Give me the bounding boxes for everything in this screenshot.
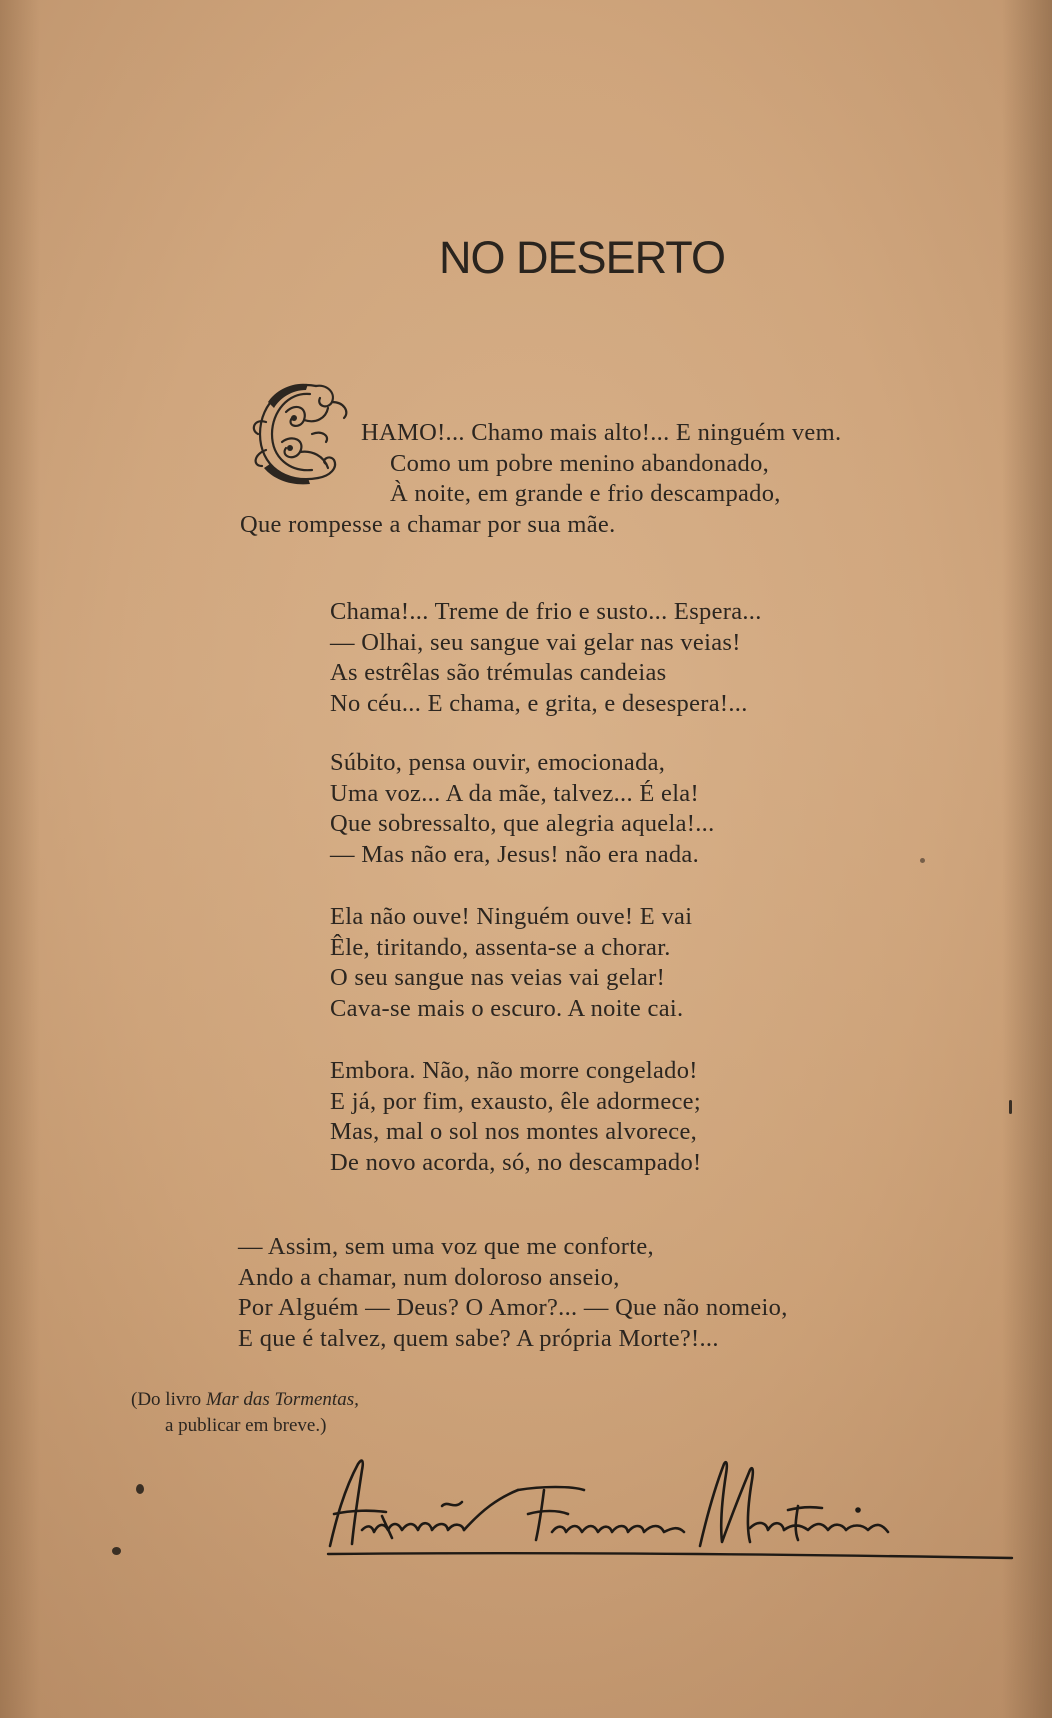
note-line-2: a publicar em breve.) xyxy=(165,1415,327,1436)
poem-line: Súbito, pensa ouvir, emocionada, xyxy=(330,749,666,776)
stanza-3 xyxy=(330,748,715,870)
poem-line: À noite, em grande e frio descampado, xyxy=(390,480,781,507)
poem-line: — Mas não era, Jesus! não era nada. xyxy=(330,840,700,868)
poem-line: HAMO!... Chamo mais alto!... E ninguém vem. xyxy=(361,419,842,446)
poem-line: E já, por fim, exausto, êle adormece; xyxy=(330,1087,701,1115)
poem-title: NO DESERTO xyxy=(439,232,725,283)
poem-line: Cava-se mais o escuro. A noite cai. xyxy=(330,994,684,1022)
poem-line: As estrêlas são trémulas candeias xyxy=(330,659,667,686)
stanza-5 xyxy=(330,1056,701,1178)
poem-line: O seu sangue nas veias vai gelar! xyxy=(330,964,666,991)
poem-line: — Olhai, seu sangue vai gelar nas veias! xyxy=(330,628,741,656)
stanza-1 xyxy=(240,418,841,540)
poem-line: De novo acorda, só, no descampado! xyxy=(330,1148,702,1176)
poem-line: Que sobressalto, que alegria aquela!... xyxy=(330,810,715,837)
poem-line: Uma voz... A da mãe, talvez... É ela! xyxy=(330,779,699,807)
stanza-4 xyxy=(330,902,692,1024)
note-prefix: (Do livro xyxy=(131,1389,206,1410)
poem-line: Que rompesse a chamar por sua mãe. xyxy=(240,510,616,538)
poem-line: No céu... E chama, e grita, e desespera!... xyxy=(330,689,748,717)
book-title: Mar das Tormentas, xyxy=(205,1389,359,1410)
poem-line: — Assim, sem uma voz que me conforte, xyxy=(238,1233,654,1260)
poem-line: Êle, tiritando, assenta-se a chorar. xyxy=(330,933,671,961)
poem-line: Mas, mal o sol nos montes alvorece, xyxy=(330,1118,698,1145)
source-note xyxy=(131,1387,359,1439)
paper-speck xyxy=(136,1484,144,1494)
stanza-6 xyxy=(238,1232,788,1354)
poem-line: Como um pobre menino abandonado, xyxy=(390,449,770,477)
paper-speck xyxy=(920,858,925,863)
handwritten-signature xyxy=(322,1450,1022,1560)
poem-line: Por Alguém — Deus? O Amor?... — Que não nomeio, xyxy=(238,1294,788,1321)
paper-speck xyxy=(112,1547,121,1555)
paper-speck xyxy=(1009,1100,1012,1114)
stanza-2 xyxy=(330,597,762,719)
poem-line: Ando a chamar, num doloroso anseio, xyxy=(238,1263,620,1291)
poem-line: Chama!... Treme de frio e susto... Espera... xyxy=(330,598,762,625)
poem-line: E que é talvez, quem sabe? A própria Morte?!... xyxy=(238,1324,719,1352)
poem-line: Ela não ouve! Ninguém ouve! E vai xyxy=(330,903,693,930)
poem-line: Embora. Não, não morre congelado! xyxy=(330,1057,698,1084)
